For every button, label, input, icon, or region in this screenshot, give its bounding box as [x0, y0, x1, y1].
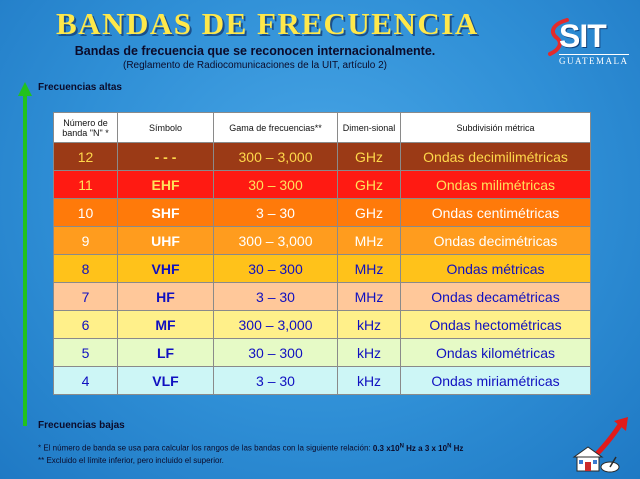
frequency-range-cell: 3 – 30 — [214, 199, 338, 227]
frequency-range-cell: 30 – 300 — [214, 339, 338, 367]
table-row — [54, 311, 591, 339]
metric-subdivision-cell: Ondas hectométricas — [401, 311, 591, 339]
house-antenna-arrow-icon — [568, 413, 634, 475]
symbol-cell: HF — [118, 283, 214, 311]
footnote-band-number: * El número de banda se usa para calcular los rangos de las bandas con la siguiente relación: 0.3 $x10^N$ Hz a 3 x $10^N$ Hz — [38, 443, 464, 453]
table-row — [54, 255, 591, 283]
header-dimensional: Dimen-sional — [338, 113, 401, 143]
header-symbol: Símbolo — [118, 113, 214, 143]
high-frequency-label: Frecuencias altas — [38, 82, 122, 93]
frequency-range-cell: 300 – 3,000 — [214, 143, 338, 171]
unit-cell: GHz — [338, 143, 401, 171]
symbol-cell: SHF — [118, 199, 214, 227]
page-title: BANDAS DE FRECUENCIA — [56, 6, 479, 41]
metric-subdivision-cell: Ondas decimétricas — [401, 227, 591, 255]
frequency-range-cell: 300 – 3,000 — [214, 311, 338, 339]
unit-cell: kHz — [338, 339, 401, 367]
metric-subdivision-cell: Ondas decimilimétricas — [401, 143, 591, 171]
symbol-cell: EHF — [118, 171, 214, 199]
symbol-cell: VLF — [118, 367, 214, 395]
band-number-cell: 6 — [54, 311, 118, 339]
table-row — [54, 199, 591, 227]
frequency-range-cell: 3 – 30 — [214, 283, 338, 311]
header-band-number: Número de banda "N" * — [54, 113, 118, 143]
frequency-range-cell: 30 – 300 — [214, 255, 338, 283]
symbol-cell: - - - — [118, 143, 214, 171]
frequency-arrow-icon — [18, 82, 32, 426]
table-row — [54, 143, 591, 171]
frequency-range-cell: 3 – 30 — [214, 367, 338, 395]
footnotes — [38, 440, 463, 467]
frequency-range-cell: 300 – 3,000 — [214, 227, 338, 255]
header-frequency-range: Gama de frecuencias** — [214, 113, 338, 143]
logo-text: SIT — [559, 18, 606, 54]
band-number-cell: 7 — [54, 283, 118, 311]
header-metric-subdivision: Subdivisión métrica — [401, 113, 591, 143]
frequency-range-cell: 30 – 300 — [214, 171, 338, 199]
metric-subdivision-cell: Ondas miriamétricas — [401, 367, 591, 395]
unit-cell: kHz — [338, 367, 401, 395]
metric-subdivision-cell: Ondas kilométricas — [401, 339, 591, 367]
table-row — [54, 339, 591, 367]
unit-cell: MHz — [338, 227, 401, 255]
symbol-cell: VHF — [118, 255, 214, 283]
band-number-cell: 12 — [54, 143, 118, 171]
unit-cell: MHz — [338, 283, 401, 311]
table-row — [54, 227, 591, 255]
logo-subtext: GUATEMALA — [559, 56, 629, 66]
table-row — [54, 367, 591, 395]
symbol-cell: MF — [118, 311, 214, 339]
unit-cell: GHz — [338, 199, 401, 227]
footnote-range-limits: ** Excluido el límite inferior, pero incluido el superior. — [38, 455, 224, 465]
band-number-cell: 8 — [54, 255, 118, 283]
low-frequency-label: Frecuencias bajas — [38, 420, 125, 431]
table-header-row — [54, 113, 591, 143]
band-number-cell: 5 — [54, 339, 118, 367]
table-row — [54, 171, 591, 199]
frequency-bands-table — [53, 112, 591, 395]
band-number-cell: 10 — [54, 199, 118, 227]
page-source-note: (Reglamento de Radiocomunicaciones de la UIT, artículo 2) — [122, 60, 388, 71]
page-subtitle: Bandas de frecuencia que se reconocen internacionalmente. — [74, 44, 436, 58]
metric-subdivision-cell: Ondas decamétricas — [401, 283, 591, 311]
unit-cell: kHz — [338, 311, 401, 339]
band-number-cell: 11 — [54, 171, 118, 199]
metric-subdivision-cell: Ondas métricas — [401, 255, 591, 283]
symbol-cell: LF — [118, 339, 214, 367]
sit-logo — [545, 12, 629, 70]
metric-subdivision-cell: Ondas centimétricas — [401, 199, 591, 227]
unit-cell: MHz — [338, 255, 401, 283]
band-number-cell: 9 — [54, 227, 118, 255]
metric-subdivision-cell: Ondas milimétricas — [401, 171, 591, 199]
unit-cell: GHz — [338, 171, 401, 199]
symbol-cell: UHF — [118, 227, 214, 255]
table-row — [54, 283, 591, 311]
band-number-cell: 4 — [54, 367, 118, 395]
